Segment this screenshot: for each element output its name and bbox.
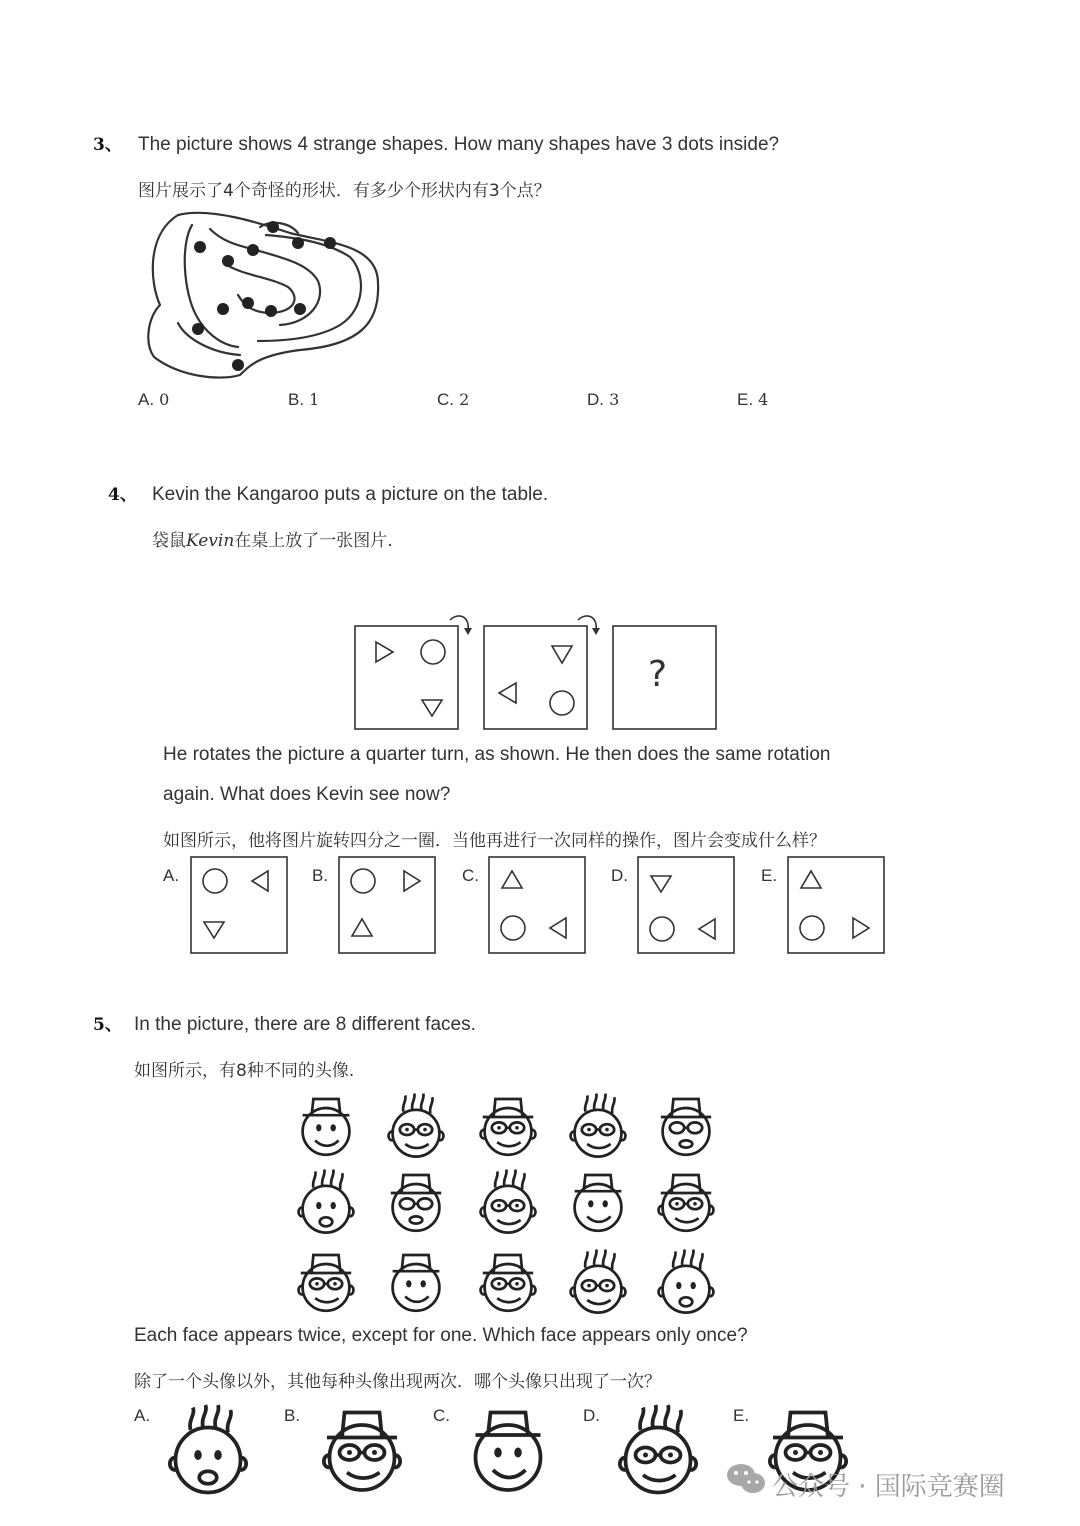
wechat-icon — [726, 1462, 766, 1496]
q4-text-en: Kevin the Kangaroo puts a picture on the table. — [152, 484, 549, 505]
q5-option-d-face[interactable] — [608, 1400, 708, 1500]
q4-text-en-2b: again. What does Kevin see now? — [163, 784, 451, 805]
q5-option-c-face[interactable] — [458, 1400, 558, 1500]
q5-number: 5、 — [93, 1015, 122, 1035]
q4-option-e-label[interactable]: E. — [761, 866, 778, 885]
q5-option-d-label[interactable]: D. — [583, 1406, 600, 1425]
q5-text-en-2: Each face appears twice, except for one. Which face appears only once? — [134, 1325, 748, 1346]
q4-option-a-box[interactable] — [190, 856, 288, 954]
grid-face-13 — [481, 1255, 536, 1311]
q4-option-d-label[interactable]: D. — [611, 866, 628, 885]
q4-option-b-label[interactable]: B. — [312, 866, 329, 885]
q4-option-c-label[interactable]: C. — [462, 866, 479, 885]
q3-option-d[interactable]: D. 3 — [587, 390, 620, 409]
q5-text-en: In the picture, there are 8 different faces. — [134, 1014, 476, 1035]
grid-face-12 — [393, 1255, 440, 1311]
q4-option-b-box[interactable] — [338, 856, 436, 954]
q4-option-d-box[interactable] — [637, 856, 735, 954]
q5-option-c-label[interactable]: C. — [433, 1406, 450, 1425]
grid-face-10 — [659, 1175, 714, 1231]
q3-option-c[interactable]: C. 2 — [437, 390, 470, 409]
q5-text-zh-2: 除了一个头像以外，其他每种头像出现两次．哪个头像只出现了一次？ — [134, 1372, 661, 1392]
q5-option-a-face[interactable] — [158, 1400, 258, 1500]
grid-face-5 — [661, 1099, 711, 1155]
grid-face-14 — [571, 1250, 626, 1313]
grid-face-3 — [481, 1099, 536, 1155]
grid-face-6 — [299, 1170, 354, 1233]
q3-option-e[interactable]: E. 4 — [737, 390, 769, 409]
q4-text-zh: 袋鼠Kevin在桌上放了一张图片. — [152, 531, 393, 551]
q3-text-zh: 图片展示了4个奇怪的形状．有多少个形状内有3个点？ — [138, 181, 551, 201]
q5-option-a-label[interactable]: A. — [134, 1406, 151, 1425]
q5-option-b-label[interactable]: B. — [284, 1406, 301, 1425]
q3-number: 3、 — [93, 135, 122, 155]
grid-face-11 — [299, 1255, 354, 1311]
faces-grid — [290, 1090, 720, 1320]
q3-text-en: The picture shows 4 strange shapes. How many shapes have 3 dots inside? — [138, 134, 780, 155]
grid-face-8 — [481, 1170, 536, 1233]
q3-option-b[interactable]: B. 1 — [288, 390, 320, 409]
q4-option-a-label[interactable]: A. — [163, 866, 180, 885]
q4-option-e-box[interactable] — [787, 856, 885, 954]
q4-text-zh-2: 如图所示，他将图片旋转四分之一圈．当他再进行一次同样的操作，图片会变成什么样？ — [163, 831, 826, 851]
rotation-sequence-figure — [350, 608, 730, 734]
grid-face-2 — [389, 1094, 444, 1157]
q3-option-a[interactable]: A. 0 — [138, 390, 170, 409]
grid-face-15 — [659, 1250, 714, 1313]
q5-option-b-face[interactable] — [312, 1400, 412, 1500]
q4-option-c-box[interactable] — [488, 856, 586, 954]
watermark-text: 公众号 · 国际竞赛圈 — [772, 1472, 1005, 1502]
q4-text-en-2a: He rotates the picture a quarter turn, as shown. He then does the same rotation — [163, 744, 831, 765]
q5-option-e-label[interactable]: E. — [733, 1406, 750, 1425]
grid-face-4 — [571, 1094, 626, 1157]
grid-face-9 — [575, 1175, 622, 1231]
unknown-result-mark: ? — [648, 654, 668, 695]
grid-face-7 — [391, 1175, 441, 1231]
q4-number: 4、 — [108, 485, 137, 505]
strange-shapes-figure — [140, 205, 390, 385]
q5-text-zh: 如图所示，有8种不同的头像. — [134, 1061, 355, 1081]
grid-face-1 — [303, 1099, 350, 1155]
